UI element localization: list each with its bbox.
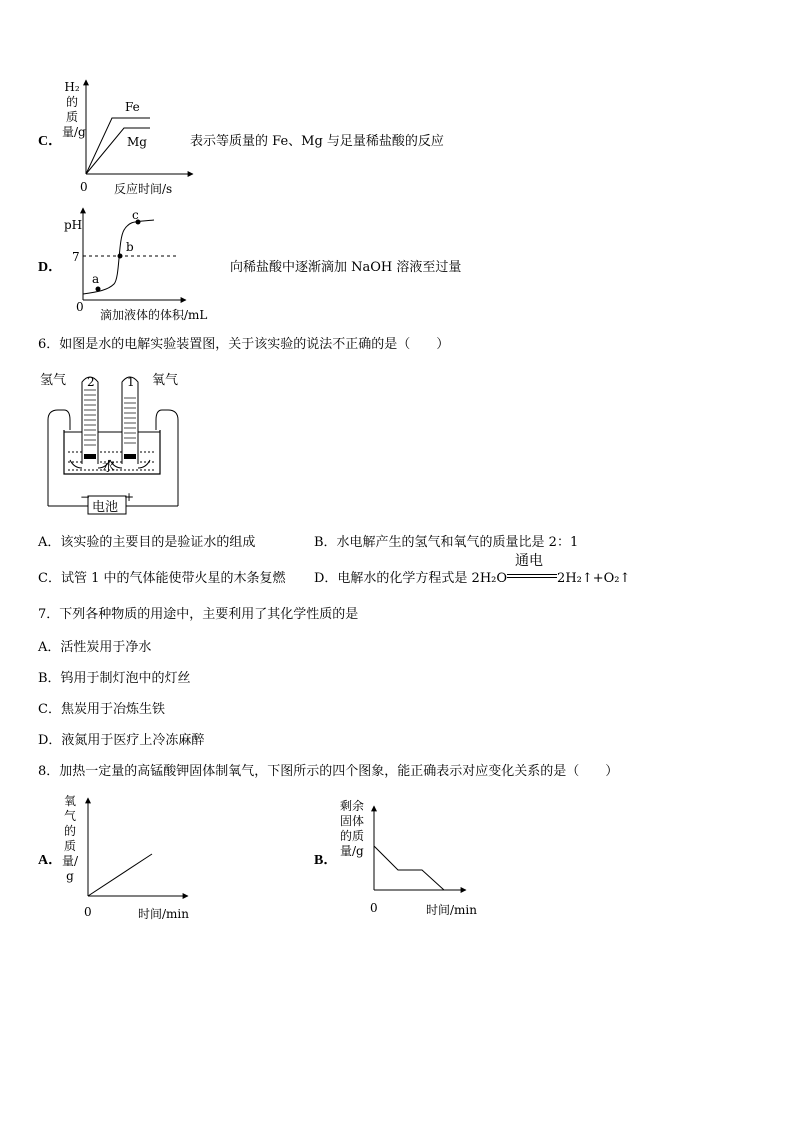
q7-option-b[interactable]: B．钨用于制灯泡中的灯丝	[38, 671, 191, 686]
tube-1	[122, 377, 138, 464]
reaction-condition	[507, 553, 557, 582]
option-c-graph	[78, 70, 198, 180]
q8-stem: 8．加热一定量的高锰酸钾固体制氧气，下图所示的四个图象，能正确表示对应变化关系的是（ ）	[38, 764, 619, 779]
q7-option-a[interactable]: A．活性炭用于净水	[38, 640, 152, 655]
q7-option-c[interactable]: C．焦炭用于冶炼生铁	[38, 702, 165, 717]
option-c-origin: 0	[80, 180, 88, 194]
option-c-xlabel: 反应时间/s	[114, 182, 173, 196]
q6-d-suffix: 2H₂↑+O₂↑	[557, 571, 631, 586]
q8-a-xlabel: 时间/min	[138, 907, 189, 921]
q8-b-line	[374, 846, 444, 890]
series-mg: Mg	[127, 135, 147, 149]
q8-b-xlabel: 时间/min	[426, 903, 477, 917]
option-d-text: 向稀盐酸中逐渐滴加 NaOH 溶液至过量	[230, 260, 462, 275]
point-c-label: c	[132, 208, 139, 222]
battery-plus: +	[124, 490, 135, 504]
series-fe: Fe	[125, 100, 140, 114]
option-d-label: D．	[38, 260, 63, 275]
option-d-ylabel: pH	[64, 218, 83, 232]
q8-b-origin: 0	[370, 901, 378, 915]
point-a-label: a	[92, 272, 100, 286]
option-c-label: C．	[38, 134, 63, 149]
condition-text: 通电	[515, 553, 544, 569]
point-a-dot	[96, 287, 101, 292]
option-d-origin: 0	[76, 300, 84, 314]
q6-d-prefix: D．电解水的化学方程式是 2H₂O	[314, 571, 508, 586]
option-c-ylabel: H₂的质量/g	[62, 80, 86, 139]
q6-option-c[interactable]: C．试管 1 中的气体能使带火星的木条复燃	[38, 571, 286, 586]
label-battery: 电池	[92, 500, 119, 515]
q8-b-ylabel: 剩余固体的质量/g	[340, 799, 365, 858]
tube-1-number: 1	[127, 375, 135, 389]
q8-a-ylabel: 氧气的质量/g	[62, 794, 79, 883]
option-d-xlabel: 滴加液体的体积/mL	[100, 308, 208, 322]
point-b-dot	[118, 254, 123, 259]
point-b-label: b	[126, 240, 134, 254]
q7-option-d[interactable]: D．液氮用于医疗上冷冻麻醉	[38, 733, 205, 748]
q6-stem: 6．如图是水的电解实验装置图，关于该实验的说法不正确的是（ ）	[38, 337, 450, 352]
electrode-2	[84, 454, 96, 459]
q8-a-label[interactable]: A．	[38, 853, 63, 868]
option-c-text: 表示等质量的 Fe、Mg 与足量稀盐酸的反应	[190, 134, 444, 149]
option-d-tick7: 7	[72, 250, 80, 264]
battery-minus: −	[80, 490, 91, 504]
q7-stem: 7．下列各种物质的用途中，主要利用了其化学性质的是	[38, 607, 359, 622]
q6-option-a[interactable]: A．该实验的主要目的是验证水的组成	[38, 535, 256, 550]
q8-b-graph	[370, 800, 470, 896]
q6-option-b[interactable]: B．水电解产生的氢气和氧气的质量比是 2：1	[314, 535, 579, 550]
label-hydrogen: 氢气	[40, 373, 67, 388]
label-water: 水	[102, 460, 116, 475]
tube-2-number: 2	[87, 375, 95, 389]
electrode-1	[124, 454, 136, 459]
q8-a-origin: 0	[84, 905, 92, 919]
q8-a-graph	[82, 790, 192, 902]
q8-b-label[interactable]: B．	[314, 853, 338, 868]
q6-option-d[interactable]	[314, 553, 631, 586]
q8-a-line	[88, 854, 152, 896]
label-oxygen: 氧气	[152, 373, 179, 388]
